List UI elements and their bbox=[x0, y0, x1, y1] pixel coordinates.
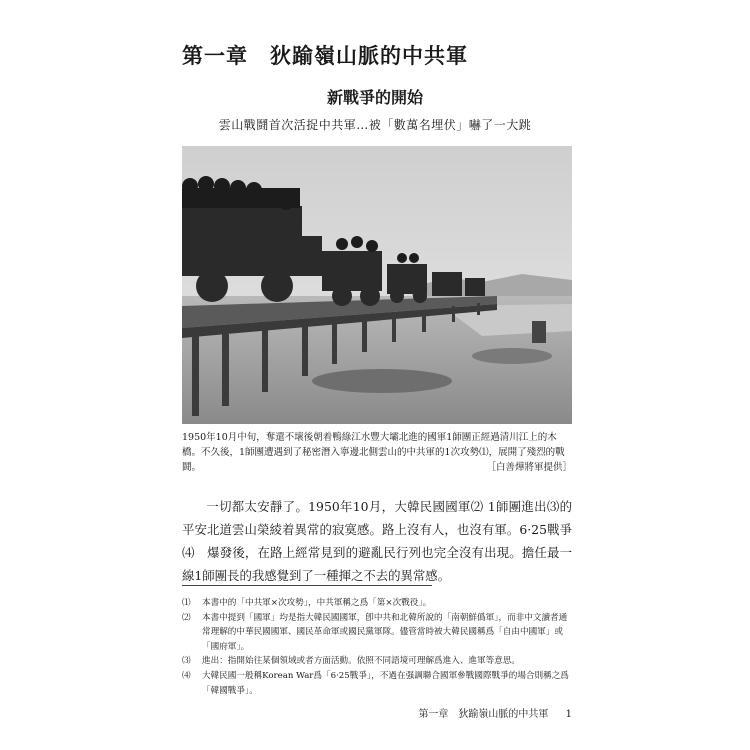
footnote-number: ⑵ bbox=[182, 612, 191, 623]
running-head: 第一章 狄踰嶺山脈的中共軍 bbox=[418, 709, 549, 720]
section-subtitle: 雲山戰鬪首次活捉中共軍…被「數萬名埋伏」嚇了一大跳 bbox=[218, 118, 532, 132]
footnote-number: ⑷ bbox=[182, 670, 191, 681]
footnote bbox=[182, 611, 572, 655]
footnote-number: ⑶ bbox=[182, 656, 191, 667]
section-title: 新戰爭的開始 bbox=[326, 88, 423, 107]
footnotes bbox=[182, 596, 572, 698]
footnote bbox=[182, 596, 572, 611]
historical-photo bbox=[182, 146, 572, 424]
footnote bbox=[182, 654, 572, 669]
chapter-title: 第一章 狄踰嶺山脈的中共軍 bbox=[182, 44, 468, 68]
footnote-text: 進出：指開始往某個領域或者方面活動。依照不同語境可理解爲進入、進軍等意思。 bbox=[202, 656, 520, 667]
footnote-text: 本書中提到「國軍」均是指大韓民國國軍，卽中共和北韓所說的「南朝鮮僞軍」，而非中文讀者通常理解的中華民國國軍、國民革命軍或國民黨軍隊。儘管當時被大韓民國稱爲「自由中國軍」或「國府軍」。 bbox=[202, 612, 568, 652]
caption-text: 1950年10月中旬，奪還不壞後朝着鴨綠江水豐大壩北進的國軍1師團正經過清川江上的木橋。不久後，1師團遭遇到了秘密潛入寧邊北側雲山的中共軍的1次攻勢⑴，展開了殘烈的戰鬪。 bbox=[182, 432, 565, 473]
footnote-text: 本書中的「中共軍×次攻勢」，中共軍稱之爲「第×次戰役」。 bbox=[202, 598, 432, 608]
footnote-text: 大韓民國一般稱Korean War爲「6·25戰爭」，不過在强調聯合國軍參戰國際戰爭的場合則稱之爲「韓國戰爭」。 bbox=[202, 670, 569, 696]
footnote bbox=[182, 669, 572, 698]
footnote-number: ⑴ bbox=[182, 598, 191, 608]
body-text: 一切都太安靜了。1950年10月，大韓民國國軍⑵ 1師團進出⑶的平安北道雲山榮綾着異常的寂寞感。路上沒有人，也沒有軍。6·25戰爭⑷ 爆發後，在路上經常見到的避亂民行列也完全沒有出現。擔任最一線1師團長的我感覺到了一種揮之不去的異常感。 bbox=[182, 499, 572, 583]
footnote-divider bbox=[182, 585, 432, 586]
photo-caption bbox=[182, 430, 572, 475]
body-paragraph bbox=[182, 495, 572, 587]
photo-credit: ［白善燁將軍提供］ bbox=[486, 462, 572, 473]
page-footer bbox=[182, 705, 572, 720]
page-number: 1 bbox=[565, 709, 572, 720]
